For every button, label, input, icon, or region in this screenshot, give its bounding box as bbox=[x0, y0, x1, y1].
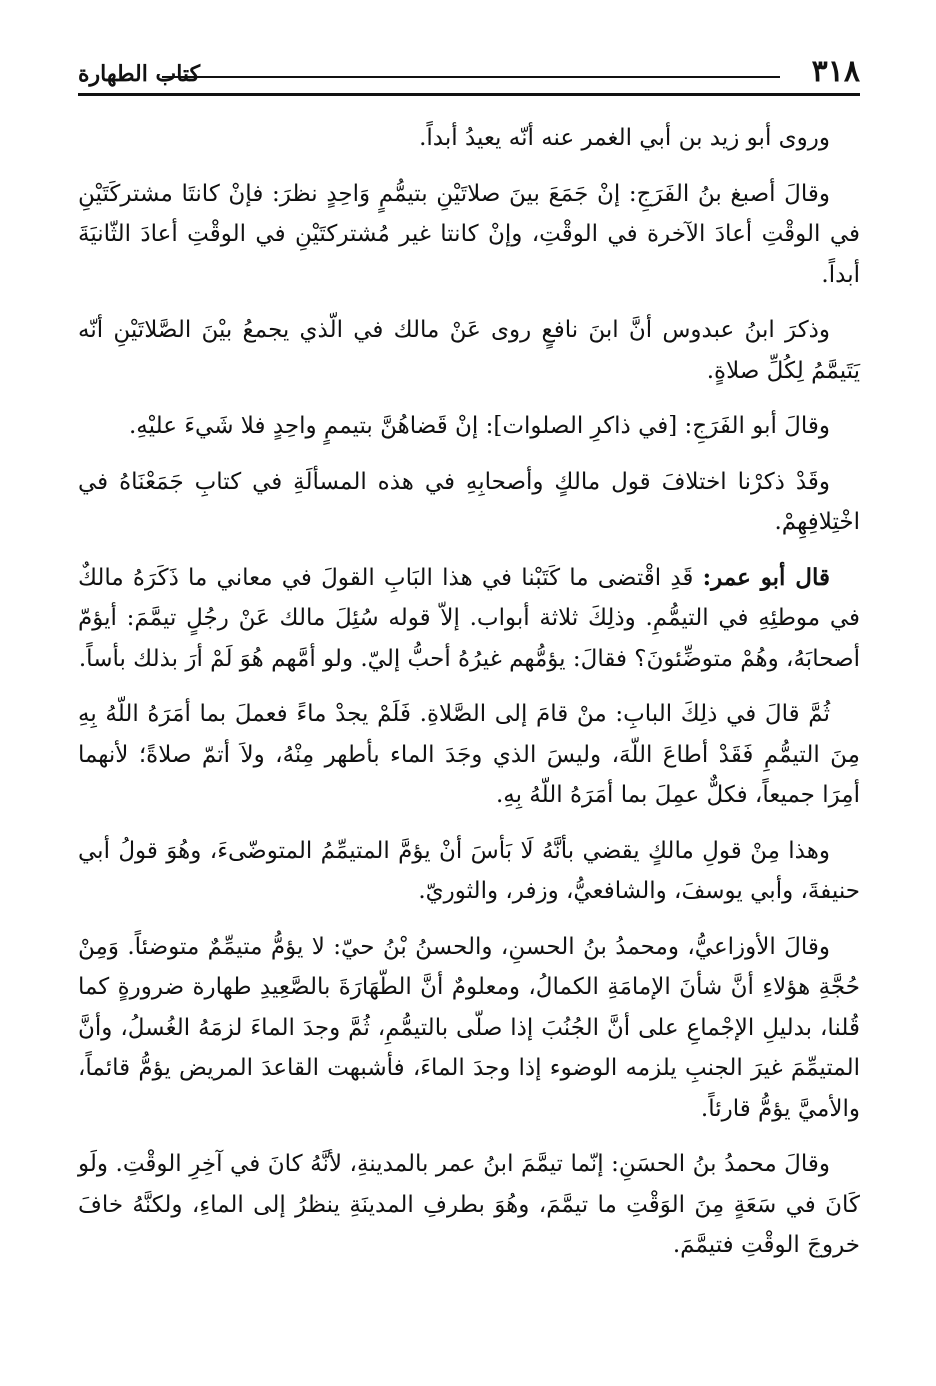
page-number: ٣١٨ bbox=[811, 54, 860, 89]
paragraph bbox=[78, 1144, 860, 1266]
paragraph bbox=[78, 831, 860, 912]
paragraph bbox=[78, 558, 860, 680]
paragraph bbox=[78, 927, 860, 1130]
paragraph-text: ثُمَّ قالَ في ذلِكَ البابِ: منْ قامَ إلى الصَّلاةِ. فَلَمْ يجدْ ماءً فعملَ بما أمَرَهُ اللّهُ بِهِ مِنَ التيمُّمِ فَقَدْ أطاعَ اللّهَ، وليسَ الذي وجَدَ الماء بأطهر مِنْهُ، ولاَ أتمّ صلاةً؛ لأنهما أمِرَا جميعاً، فكلٌّ عمِلَ بما أمَرَهُ اللّهُ بِهِ. bbox=[78, 701, 860, 808]
running-title: كتاب الطهارة bbox=[78, 61, 201, 87]
paragraph-text: وهذا مِنْ قولِ مالكٍ يقضي بأنَّهُ لَا بَأسَ أنْ يؤمَّ المتيمِّمُ المتوضّىءَ، وهُوَ قولُ أبي حنيفةَ، وأبي يوسفَ، والشافعيُّ، وزفر، والثوريّ. bbox=[78, 837, 860, 904]
paragraph bbox=[78, 694, 860, 816]
paragraph-text: وقَدْ ذكرْنا اختلافَ قول مالكٍ وأصحابِهِ في هذه المسألَةِ في كتابِ جَمَعْنَاهُ في اخْتِلافِهِمْ. bbox=[78, 468, 860, 535]
paragraph-text: وروى أبو زيد بن أبي الغمر عنه أنّه يعيدُ أبداً. bbox=[419, 125, 830, 151]
paragraph bbox=[78, 310, 860, 391]
paragraph bbox=[78, 174, 860, 296]
paragraph bbox=[78, 118, 860, 159]
paragraph-text: وقالَ أبو الفَرَجِ: [في ذاكرِ الصلوات]: إنْ قَضاهُنَّ بتيممٍ واحِدٍ فلا شَيءَ عليْهِ. bbox=[129, 413, 830, 439]
paragraph-text: وذكرَ ابنُ عبدوس أنَّ ابنَ نافعٍ روى عَنْ مالك في الّذي يجمعُ بيْنَ الصَّلاتَيْنِ أنّه يَتَيمَّمُ لِكُلِّ صلاةٍ. bbox=[78, 317, 860, 384]
top-rule bbox=[78, 93, 860, 96]
body-text bbox=[78, 118, 860, 1281]
header-rule bbox=[162, 76, 780, 78]
paragraph-lead: قال أبو عمر: bbox=[702, 563, 831, 591]
paragraph-text: وقالَ محمدُ بنُ الحسَنِ: إنّما تيمَّمَ ابنُ عمر بالمدينةِ، لأنَّهُ كانَ في آخِرِ الوقْتِ. ولَو كَانَ في سَعَةٍ مِنَ الوَقْتِ ما تيمَّمَ، وهُوَ بطرفِ المدينَةِ ينظرُ إلى الماءِ، ولكنَّهُ خافَ خروجَ الوقْتِ فتيمَّمَ. bbox=[78, 1151, 860, 1258]
paragraph bbox=[78, 406, 860, 447]
paragraph-text: وقالَ الأوزاعيُّ، ومحمدُ بنُ الحسنِ، والحسنُ بْنُ حيّ: لا يؤمُّ متيمِّمٌ متوضئاً. وَمِنْ حُجَّةِ هؤلاءِ أنَّ شأنَ الإمامَةِ الكمالُ، ومعلومٌ أنَّ الطّهَارَةَ بالصَّعِيدِ طهارة ضرورةٍ كما قُلنا، بدليلِ الإجْماعِ على أنَّ الجُنُبَ إذا صلّى بالتيمُّمِ، ثُمَّ وجدَ الماءَ لزمَهُ الغُسلُ، وأنَّ المتيمِّمَ غيرَ الجنبِ يلزمه الوضوء إذا وجدَ الماءَ، فأشبهت القاعدَ المريض يؤمُّ قائماً، والأميَّ يؤمُّ قارئاً. bbox=[78, 933, 860, 1122]
page-header bbox=[78, 52, 860, 92]
paragraph bbox=[78, 462, 860, 543]
paragraph-text: وقالَ أصبغ بنُ الفَرَجِ: إنْ جَمَعَ بينَ صلاتَيْنِ بتيمُّمٍ وَاحِدٍ نظرَ: فإنْ كانتَا مشتركَتَيْنِ في الوقْتِ أعادَ الآخرة في الوقْتِ، وإنْ كانتا غير مُشتركتَيْنِ في الوقْتِ أعادَ الثّانيَةَ أبداً. bbox=[78, 180, 860, 288]
paragraph-text: قَدِ اقْتضى ما كَتَبْنا في هذا البَابِ القولَ في معاني ما ذَكَرَهُ مالكٌ في موطئِهِ في التيمُّمِ. وذلِكَ ثلاثة أبواب. إلاّ قوله سُئِلَ مالك عَنْ رجُلٍ تيمَّمَ: أيؤمّ أصحابَهُ، وهُمْ متوضِّئونَ؟ فقالَ: يؤمُّهم غيرُهُ أحبُّ إليّ. ولو أمَّهم هُوَ لَمْ أرَ بذلك بأساً. bbox=[78, 564, 860, 672]
